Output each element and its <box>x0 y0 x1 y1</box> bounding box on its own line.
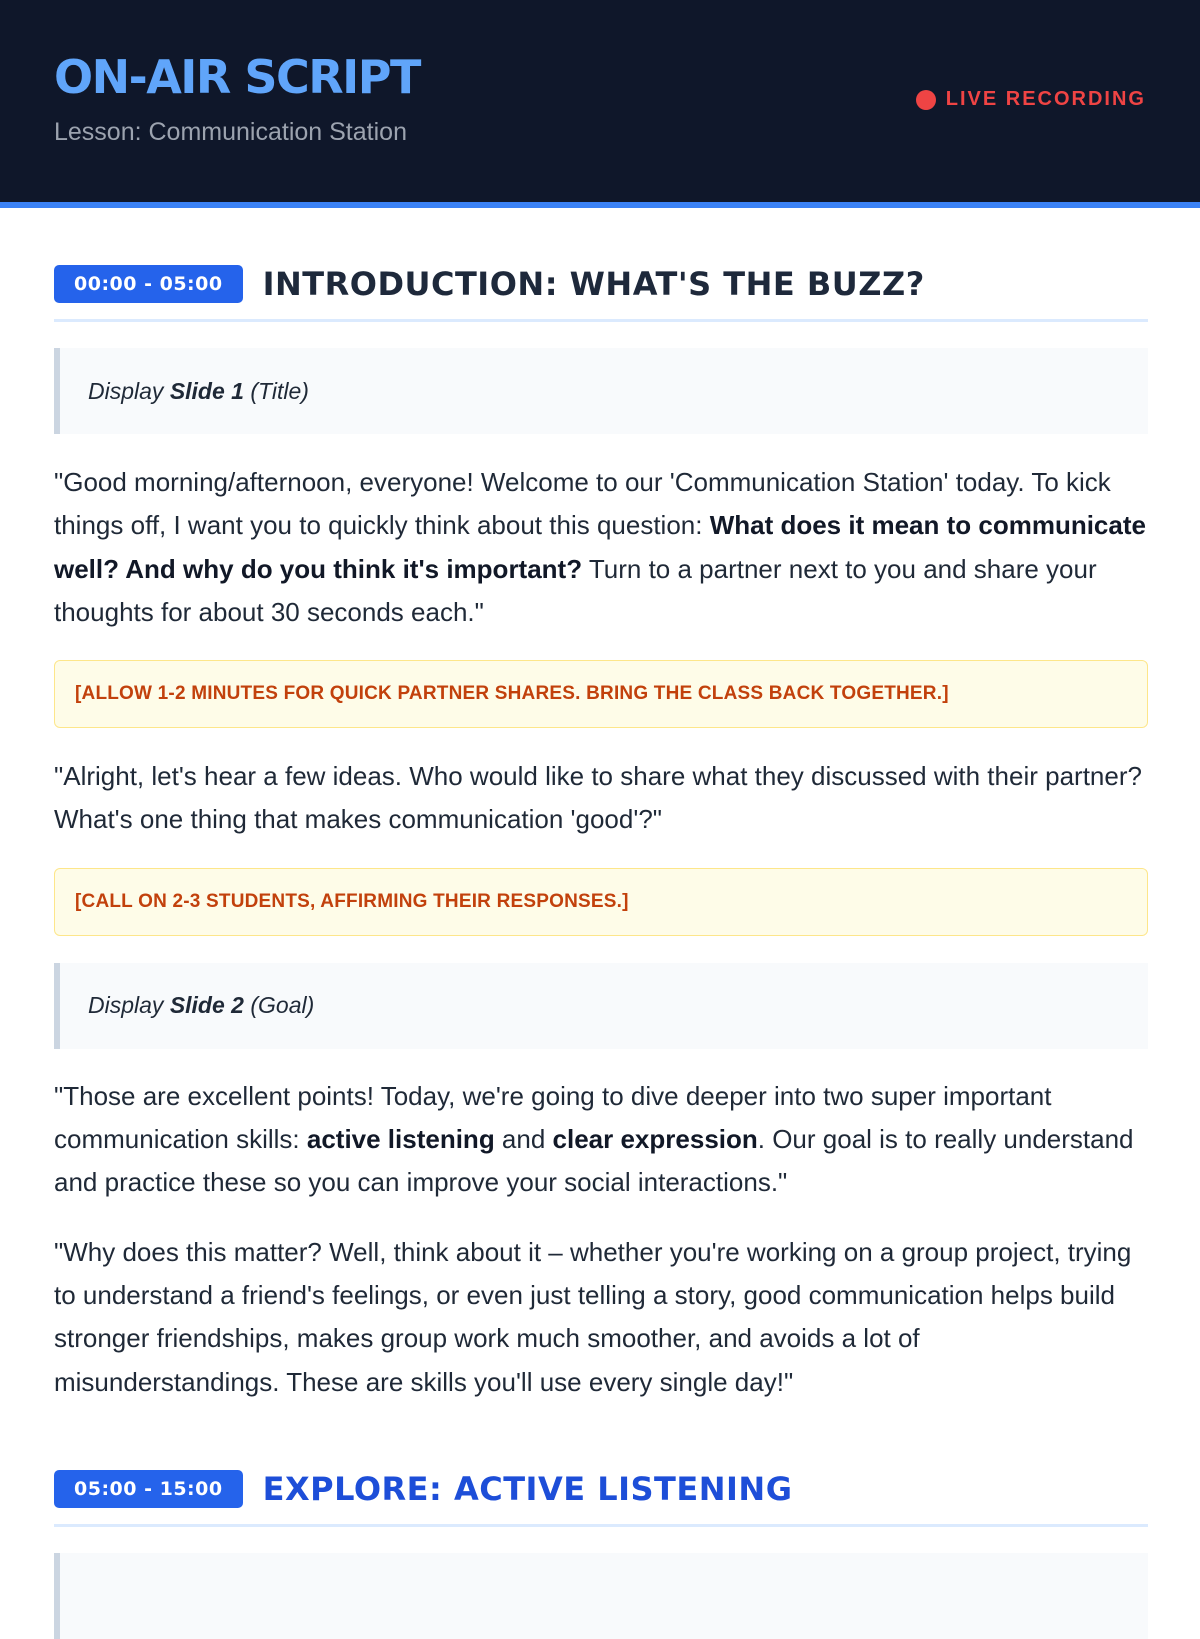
slide-cue <box>54 963 1148 1049</box>
time-badge: 05:00 - 15:00 <box>54 1470 243 1508</box>
script-paragraph: "Why does this matter? Well, think about it – whether you're working on a group project, trying to understand a friend's feelings, or even just telling a story, good communication helps build stronger friendships, makes group work much smoother, and avoids a lot of misunderstandings. These are skills you'll use every single day!" <box>54 1236 1132 1397</box>
slide-cue-suffix: (Goal) <box>250 992 315 1019</box>
emphasis-skill: active listening <box>306 1124 495 1155</box>
record-dot-icon <box>916 90 936 110</box>
slide-cue-suffix: (Title) <box>250 377 309 404</box>
paragraph-text: Turn to a partner next to you and share your thoughts for about 30 seconds each." <box>54 553 1097 627</box>
script-content <box>0 265 1200 1639</box>
script-paragraph: "Alright, let's hear a few ideas. Who would like to share what they discussed with their partner? What's one thing that makes communication 'good'?" <box>54 761 1142 835</box>
emphasis-question: What does it mean to communicate well? And why do you think it's important? <box>54 510 1146 584</box>
section-title: EXPLORE: ACTIVE LISTENING <box>262 1469 793 1508</box>
page-title: ON-AIR SCRIPT <box>54 50 420 104</box>
live-label: LIVE RECORDING <box>945 88 1146 110</box>
emphasis-skill: clear expression <box>552 1124 758 1155</box>
live-indicator <box>916 88 1146 111</box>
slide-number: Slide 2 <box>169 992 244 1019</box>
section-header-explore <box>54 1470 1148 1527</box>
stage-direction: [CALL ON 2-3 STUDENTS, AFFIRMING THEIR RESPONSES.] <box>54 868 1148 936</box>
stage-direction: [ALLOW 1-2 MINUTES FOR QUICK PARTNER SHARES. BRING THE CLASS BACK TOGETHER.] <box>54 660 1148 728</box>
paragraph-text: "Good morning/afternoon, everyone! Welcome to our 'Communication Station' today. To kick things off, I want you to quickly think about this question: <box>54 467 1111 541</box>
paragraph-text: and <box>494 1124 553 1155</box>
section-header-intro <box>54 265 1148 322</box>
slide-cue-partial <box>54 1553 1148 1639</box>
lesson-subtitle: Lesson: Communication Station <box>54 118 407 146</box>
script-paragraph <box>54 461 1148 634</box>
time-badge: 00:00 - 05:00 <box>54 265 243 303</box>
script-paragraph <box>54 1075 1148 1205</box>
paragraph-text: . Our goal is to really understand and practice these so you can improve your social interactions." <box>54 1124 1134 1198</box>
slide-number: Slide 1 <box>169 377 244 404</box>
slide-cue <box>54 348 1148 434</box>
section-title: INTRODUCTION: WHAT'S THE BUZZ? <box>262 265 925 303</box>
paragraph-text: "Those are excellent points! Today, we're going to dive deeper into two super important communication skills: <box>54 1080 1052 1155</box>
page-header <box>0 0 1200 208</box>
slide-cue-prefix: Display <box>88 377 164 404</box>
slide-cue-prefix: Display <box>88 992 164 1019</box>
